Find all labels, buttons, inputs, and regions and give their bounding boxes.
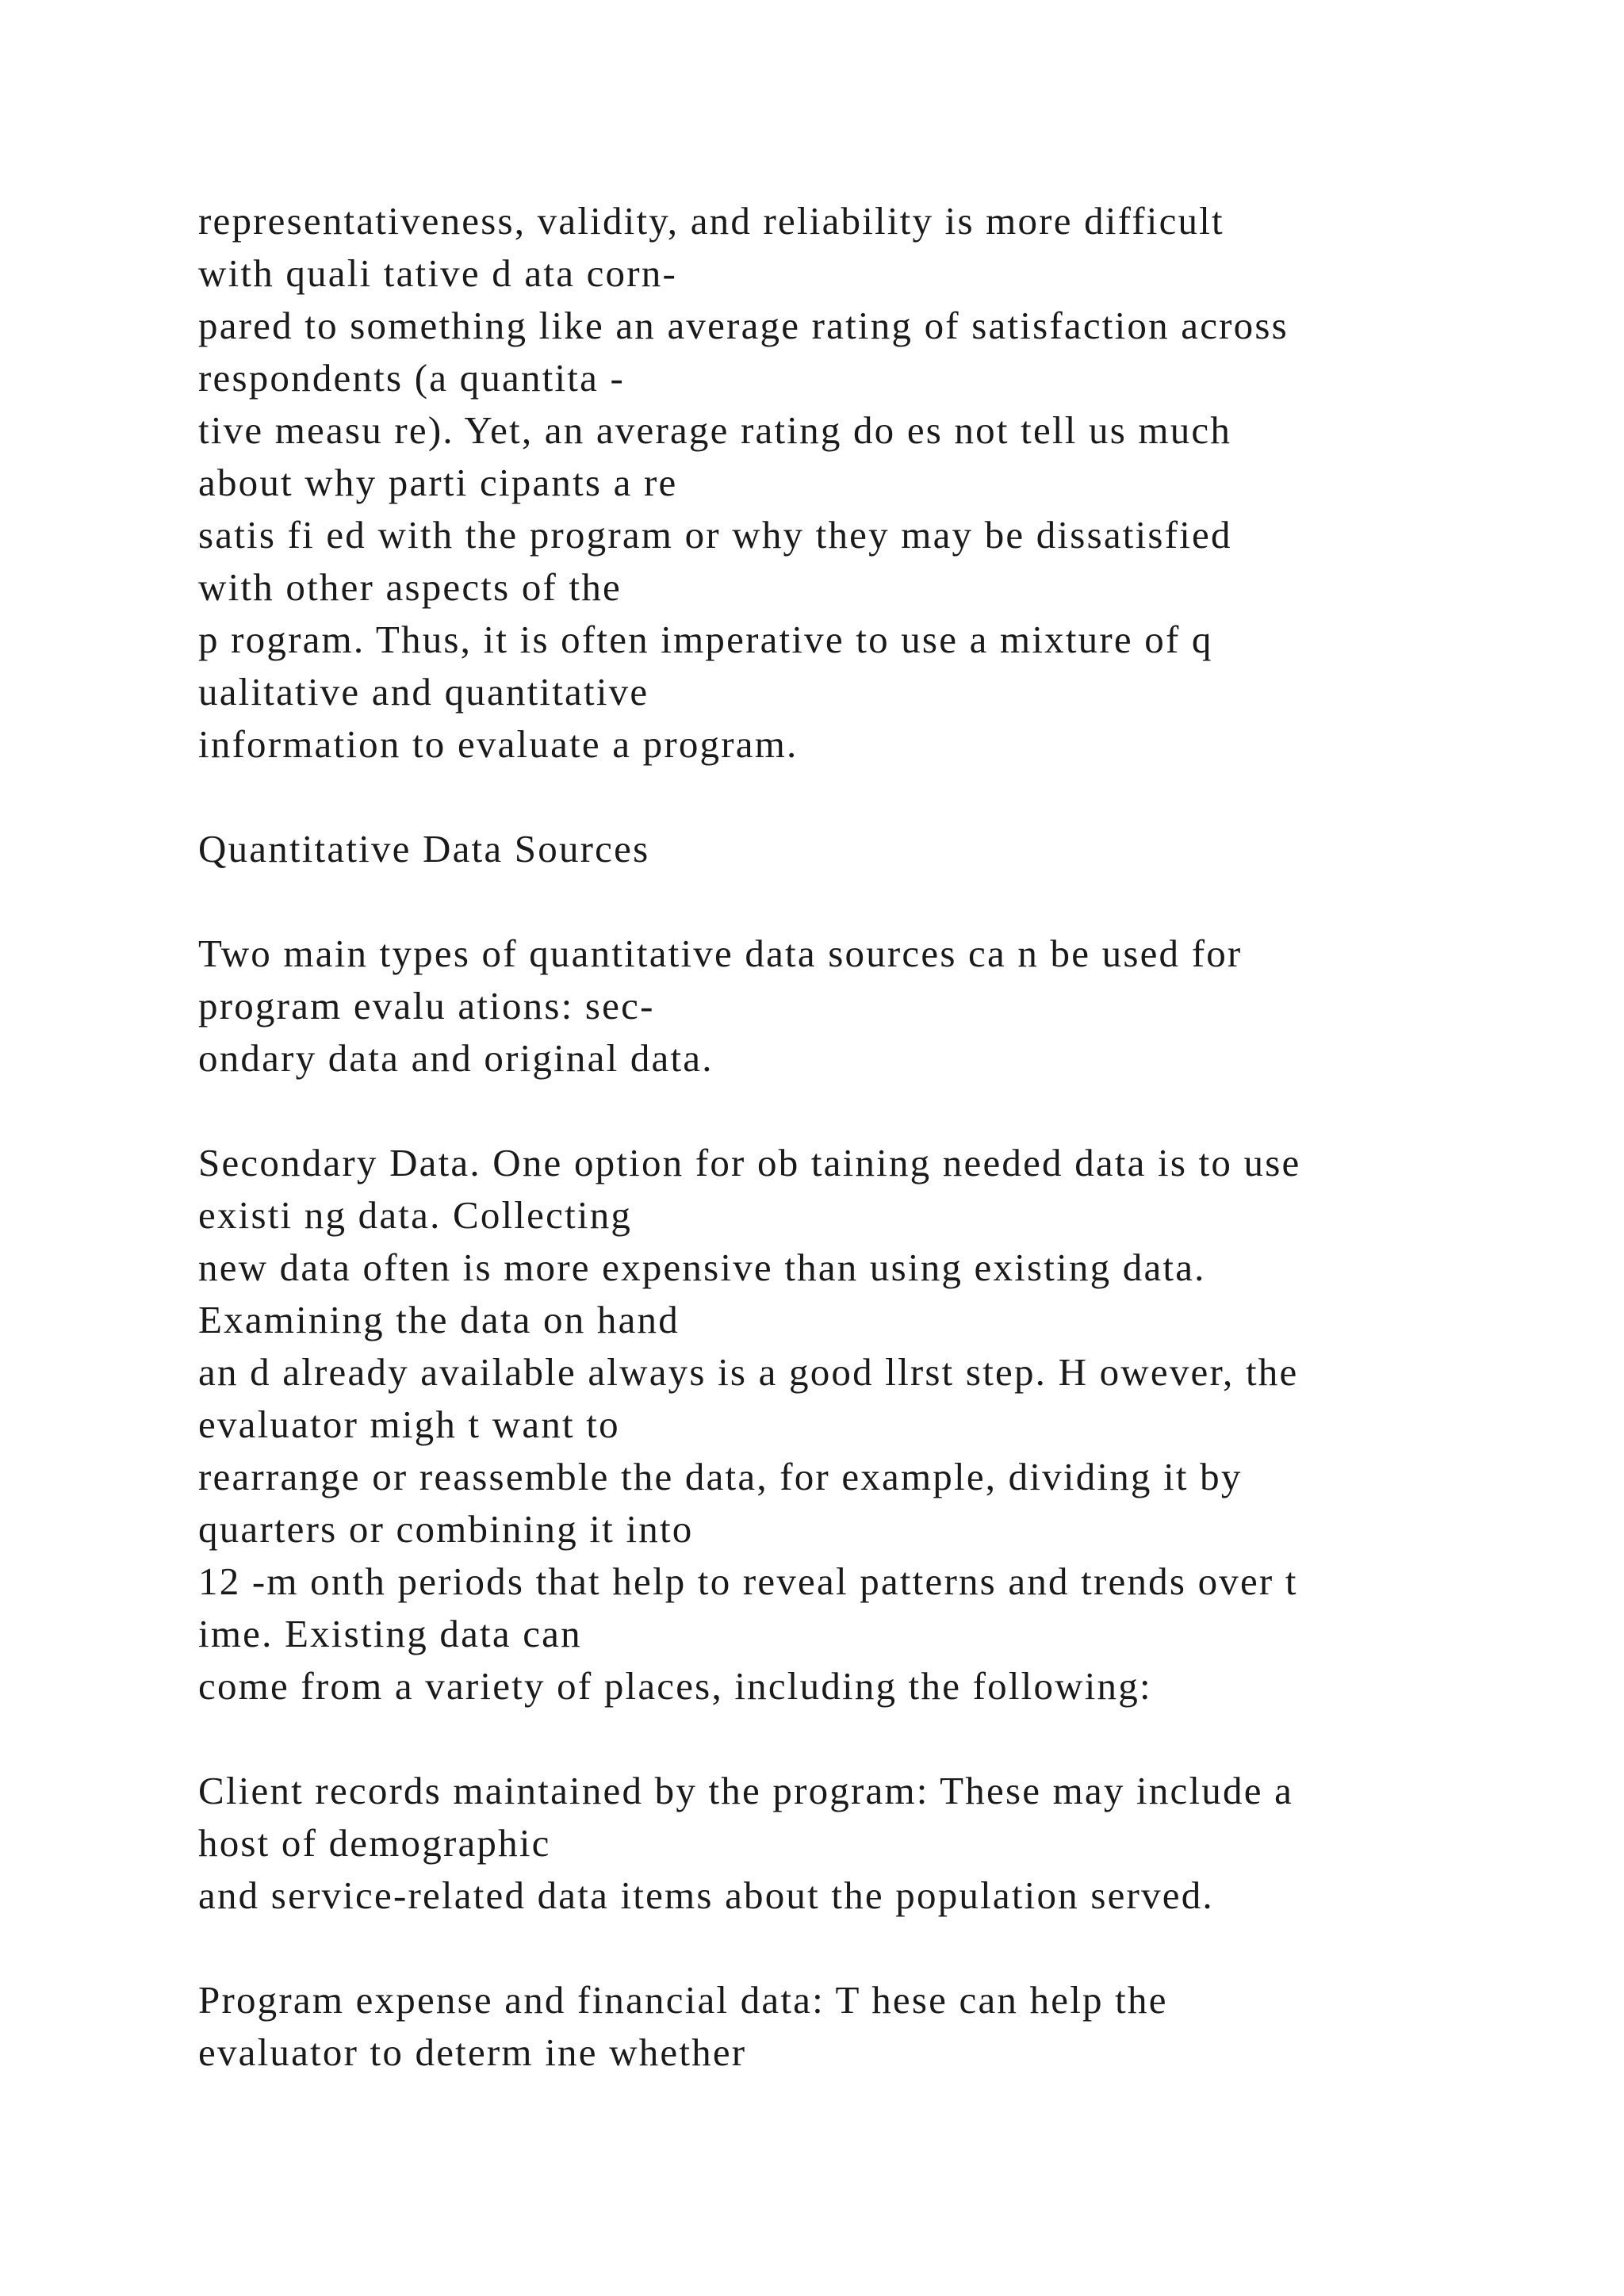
text-line: Client records maintained by the program: These may include a bbox=[198, 1769, 1294, 1812]
text-line: tive measu re). Yet, an average rating do es not tell us much bbox=[198, 408, 1232, 452]
text-line: ime. Existing data can bbox=[198, 1612, 582, 1655]
paragraph-3 bbox=[198, 928, 1546, 1085]
text-line: ondary data and original data. bbox=[198, 1036, 714, 1080]
text-line: with other aspects of the bbox=[198, 565, 622, 609]
paragraph-spacer bbox=[198, 1922, 1546, 1974]
text-line: program evalu ations: sec- bbox=[198, 984, 655, 1027]
text-line: about why parti cipants a re bbox=[198, 461, 678, 504]
text-line: evaluator to determ ine whether bbox=[198, 2030, 747, 2074]
document-body bbox=[198, 195, 1546, 2079]
text-line: and service-related data items about the population served. bbox=[198, 1873, 1214, 1917]
section-heading bbox=[198, 823, 1546, 875]
text-line: representativeness, validity, and reliability is more difficult bbox=[198, 199, 1224, 243]
paragraph-5 bbox=[198, 1765, 1546, 1922]
paragraph-spacer bbox=[198, 1085, 1546, 1137]
text-line: Examining the data on hand bbox=[198, 1298, 680, 1341]
paragraph-6 bbox=[198, 1974, 1546, 2079]
text-line: Program expense and financial data: T hese can help the bbox=[198, 1978, 1168, 2022]
text-line: evaluator migh t want to bbox=[198, 1402, 620, 1446]
text-line: host of demographic bbox=[198, 1821, 551, 1865]
text-line: pared to something like an average rating of satisfaction across bbox=[198, 304, 1289, 347]
text-line: Secondary Data. One option for ob taining needed data is to use bbox=[198, 1141, 1301, 1184]
paragraph-spacer bbox=[198, 1712, 1546, 1765]
text-line: existi ng data. Collecting bbox=[198, 1193, 633, 1237]
text-line: an d already available always is a good llrst step. H owever, the bbox=[198, 1350, 1299, 1394]
text-line: new data often is more expensive than using existing data. bbox=[198, 1246, 1206, 1289]
text-line: with quali tative d ata corn- bbox=[198, 251, 677, 295]
text-line: Two main types of quantitative data sources ca n be used for bbox=[198, 932, 1243, 975]
text-line: 12 -m onth periods that help to reveal patterns and trends over t bbox=[198, 1559, 1298, 1603]
text-line: ualitative and quantitative bbox=[198, 670, 649, 714]
paragraph-spacer bbox=[198, 771, 1546, 823]
paragraph-1 bbox=[198, 195, 1546, 771]
text-line: quarters or combining it into bbox=[198, 1507, 694, 1551]
text-line: p rogram. Thus, it is often imperative to use a mixture of q bbox=[198, 618, 1213, 661]
text-line: rearrange or reassemble the data, for example, dividing it by bbox=[198, 1455, 1243, 1498]
heading-text: Quantitative Data Sources bbox=[198, 827, 650, 871]
paragraph-4 bbox=[198, 1137, 1546, 1712]
text-line: satis fi ed with the program or why they may be dissatisfied bbox=[198, 513, 1232, 557]
text-line: information to evaluate a program. bbox=[198, 722, 799, 766]
paragraph-spacer bbox=[198, 875, 1546, 928]
text-line: respondents (a quantita - bbox=[198, 356, 626, 400]
text-line: come from a variety of places, including the following: bbox=[198, 1664, 1152, 1708]
